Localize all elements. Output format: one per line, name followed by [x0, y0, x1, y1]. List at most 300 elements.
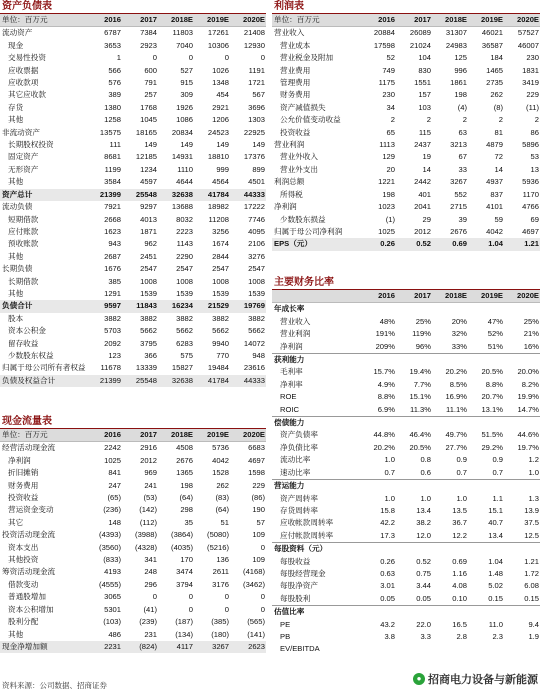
cell-value — [504, 303, 540, 316]
cell-value: 1674 — [212, 239, 229, 249]
cell-value: 0.6 — [420, 467, 431, 477]
cell-value: 6787 — [104, 28, 121, 38]
cell-value: (3560) — [99, 542, 121, 552]
table-row — [272, 176, 540, 188]
cell-value: 14072 — [243, 338, 265, 348]
header-year: 2017 — [396, 290, 432, 303]
row-label: 留存收益 — [8, 338, 39, 348]
row-label: 折旧摊销 — [8, 468, 39, 478]
row-label: ROIC — [280, 404, 299, 414]
cell-value: 0.15 — [524, 593, 539, 603]
row-label: 股本 — [8, 313, 24, 323]
table-row — [272, 303, 540, 316]
cell-value: 16.5 — [452, 619, 467, 629]
cell-value: 2611 — [212, 567, 229, 577]
cell-value: 20884 — [373, 28, 395, 38]
cell-value: 11.0 — [488, 619, 503, 629]
row-label: 流动负债 — [2, 202, 33, 212]
table-row — [0, 338, 266, 350]
cell-value: 2041 — [414, 202, 431, 212]
cell-value: 2923 — [140, 40, 157, 50]
cell-value: 3584 — [104, 177, 121, 187]
cell-value: 51 — [220, 517, 229, 527]
table-row — [272, 77, 540, 89]
cell-value: 20.5% — [409, 442, 431, 452]
table-row — [272, 643, 540, 655]
cell-value: 3882 — [104, 313, 121, 323]
cell-value: 47% — [487, 316, 503, 326]
row-label: PB — [280, 631, 291, 641]
cell-value: 109 — [252, 530, 265, 540]
header-year: 2018E — [432, 14, 468, 27]
cell-value: 49.7% — [445, 430, 467, 440]
cell-value: 1.1 — [492, 493, 503, 503]
cell-value: 25% — [415, 316, 431, 326]
cell-value: 17261 — [207, 28, 229, 38]
row-label: 应付账款 — [8, 226, 39, 236]
cell-value: 3474 — [176, 567, 193, 577]
table-row — [272, 127, 540, 139]
row-label: 存货 — [8, 102, 24, 112]
cell-value: 2.3 — [492, 631, 503, 641]
cell-value: 20 — [386, 164, 395, 174]
cell-value: 749 — [382, 65, 395, 75]
table-row — [272, 517, 540, 529]
row-label: 营业利润 — [280, 329, 311, 339]
table-row — [0, 300, 266, 312]
cell-value: 0 — [260, 604, 265, 614]
table-row — [272, 467, 540, 480]
table-row — [272, 189, 540, 201]
cell-value: 2547 — [176, 264, 193, 274]
row-label: 财务费用 — [8, 480, 39, 490]
cell-value: 0.7 — [456, 467, 467, 477]
table-row — [0, 350, 266, 362]
table-row — [0, 238, 266, 250]
cell-value — [360, 417, 396, 430]
cell-value: 2 — [390, 115, 395, 125]
header-year: 2016 — [360, 14, 396, 27]
row-label: 其他 — [8, 251, 24, 261]
cell-value: 109 — [252, 555, 265, 565]
cell-value: 2442 — [414, 177, 431, 187]
cell-value — [396, 643, 432, 655]
cell-value: 67 — [458, 152, 467, 162]
cell-value: 37.5 — [524, 518, 539, 528]
table-row — [0, 313, 266, 325]
cell-value: 389 — [108, 90, 121, 100]
header-year: 2018E — [158, 14, 194, 27]
cell-value: 0.7 — [384, 467, 395, 477]
row-label: 所得税 — [280, 189, 303, 199]
cell-value: 2.8 — [456, 631, 467, 641]
cell-value: 13.9 — [524, 505, 539, 515]
table-row — [272, 341, 540, 354]
cell-value: 1861 — [450, 78, 467, 88]
row-label: EPS（元） — [272, 238, 360, 250]
cell-value: 170 — [180, 555, 193, 565]
cell-value: 46.4% — [409, 430, 431, 440]
cell-value: 1.9 — [528, 631, 539, 641]
cell-value: 125 — [454, 53, 467, 63]
row-label: 管理费用 — [280, 78, 311, 88]
table-row — [272, 226, 540, 238]
row-label: 资本公积增加 — [8, 604, 54, 614]
cell-value: 1539 — [248, 288, 265, 298]
table-row — [0, 455, 266, 467]
cell-value: (180) — [211, 629, 229, 639]
cell-value: 948 — [252, 350, 265, 360]
cell-value: 57527 — [517, 28, 539, 38]
cell-value — [504, 417, 540, 430]
cell-value: 1.48 — [488, 568, 503, 578]
cell-value — [396, 606, 432, 619]
cell-value: 1623 — [104, 226, 121, 236]
table-row — [0, 77, 266, 89]
row-label: 流动比率 — [280, 455, 311, 465]
cell-value: 19.9% — [517, 392, 539, 402]
cell-value: 3882 — [140, 313, 157, 323]
row-label: 偿债能力 — [272, 417, 360, 430]
row-label: EV/EBITDA — [280, 644, 320, 654]
cell-value: 999 — [216, 164, 229, 174]
cell-value: 1086 — [176, 115, 193, 125]
cell-value: 19484 — [207, 363, 229, 373]
cell-value: 1303 — [248, 115, 265, 125]
cell-value: 44.8% — [373, 430, 395, 440]
cell-value: 15.7% — [373, 367, 395, 377]
cell-value: 4879 — [486, 140, 503, 150]
cell-value: 8032 — [176, 214, 193, 224]
row-label: 现金 — [8, 40, 24, 50]
cell-value: 0 — [152, 592, 157, 602]
cell-value: 21024 — [409, 40, 431, 50]
cell-value: 184 — [490, 53, 503, 63]
cell-value: 2676 — [176, 455, 193, 465]
cell-value: 5662 — [248, 326, 265, 336]
cell-value: 231 — [144, 629, 157, 639]
cashflow-panel — [0, 415, 266, 653]
cell-value: 18810 — [207, 152, 229, 162]
cell-value: 33 — [458, 164, 467, 174]
table-row — [0, 616, 266, 628]
cell-value: 7921 — [104, 202, 121, 212]
row-label: 净利润 — [8, 455, 31, 465]
cell-value: 0 — [152, 53, 157, 63]
cell-value: 1026 — [212, 65, 229, 75]
table-row — [272, 530, 540, 543]
cell-value: 770 — [216, 350, 229, 360]
row-label: 每股资料（元） — [272, 543, 360, 556]
cell-value: 22.0 — [416, 619, 431, 629]
row-label: 营业外支出 — [280, 164, 318, 174]
cell-value: 943 — [108, 239, 121, 249]
cell-value: 16% — [523, 341, 539, 351]
cell-value: 18982 — [207, 202, 229, 212]
table-row — [272, 606, 540, 619]
cell-value: 8.5% — [449, 379, 467, 389]
cell-value: 3653 — [104, 40, 121, 50]
cell-value: 14931 — [171, 152, 193, 162]
cell-value: 0.52 — [396, 238, 432, 250]
cell-value: 567 — [252, 90, 265, 100]
cell-value: 5662 — [212, 326, 229, 336]
cell-value: 2715 — [450, 202, 467, 212]
cell-value: (5216) — [207, 542, 229, 552]
cell-value: 3256 — [212, 226, 229, 236]
cell-value: 36.7 — [452, 518, 467, 528]
cell-value: 0.69 — [452, 556, 467, 566]
table-row — [0, 579, 266, 591]
header-year: 2020E — [230, 429, 266, 442]
cell-value — [432, 643, 468, 655]
row-label: 资本公积金 — [8, 326, 46, 336]
cell-value: (4555) — [99, 579, 121, 589]
table-row — [272, 328, 540, 340]
row-label: 其他 — [8, 288, 24, 298]
cell-value: 1206 — [212, 115, 229, 125]
header-year: 2016 — [360, 290, 396, 303]
cell-value: 1768 — [140, 102, 157, 112]
cell-value: 149 — [144, 140, 157, 150]
cell-value: 1676 — [104, 264, 121, 274]
header-year: 2019E — [468, 14, 504, 27]
cell-value: 7.7% — [413, 379, 431, 389]
cell-value: 11208 — [208, 214, 229, 224]
cell-value — [396, 303, 432, 316]
table-row — [0, 65, 266, 77]
table-row — [272, 89, 540, 101]
cell-value: 5736 — [212, 443, 229, 453]
cell-value: (134) — [175, 629, 193, 639]
cell-value: 31307 — [445, 28, 467, 38]
cell-value: 3882 — [248, 313, 265, 323]
cell-value: (65) — [107, 493, 121, 503]
cell-value: 2676 — [450, 226, 467, 236]
cell-value: (3462) — [243, 579, 265, 589]
cell-value: 21% — [523, 329, 539, 339]
table-row — [272, 164, 540, 176]
cell-value: 46007 — [517, 40, 539, 50]
cell-value: 3267 — [194, 641, 230, 653]
cell-value: (4393) — [99, 530, 121, 540]
cell-value: 4644 — [176, 177, 193, 187]
cell-value: 4095 — [248, 226, 265, 236]
cell-value: 16234 — [158, 300, 194, 312]
cell-value: 149 — [180, 140, 193, 150]
table-row — [272, 404, 540, 417]
cell-value: 11.3% — [410, 404, 431, 414]
cell-value: 1380 — [104, 102, 121, 112]
row-label: 净负债比率 — [280, 442, 318, 452]
table-row — [272, 417, 540, 430]
cell-value: 0.75 — [416, 568, 431, 578]
row-label: 归属于母公司净利润 — [274, 226, 343, 236]
table-row — [272, 316, 540, 328]
table-row — [272, 27, 540, 40]
cell-value: 4.9% — [377, 379, 395, 389]
row-label: 少数股东权益 — [8, 350, 54, 360]
table-row — [272, 580, 540, 592]
cell-value: 486 — [108, 629, 121, 639]
header-year: 2020E — [504, 14, 540, 27]
cell-value: 4937 — [486, 177, 503, 187]
table-row — [0, 114, 266, 126]
cell-value: 149 — [252, 140, 265, 150]
cell-value — [360, 354, 396, 367]
table-row — [0, 554, 266, 566]
row-label: 利润总额 — [274, 177, 305, 187]
cell-value: 44.6% — [517, 430, 539, 440]
header-year: 2016 — [86, 14, 122, 27]
cell-value: 2547 — [140, 264, 157, 274]
table-row — [272, 454, 540, 466]
cell-value: 42.2 — [380, 518, 395, 528]
cell-value: 148 — [108, 517, 121, 527]
cell-value: 1528 — [212, 468, 229, 478]
cell-value: (141) — [247, 629, 265, 639]
cell-value: 1365 — [176, 468, 193, 478]
cell-value: 104 — [418, 53, 431, 63]
cell-value: 1.04 — [488, 556, 503, 566]
cell-value: 53 — [530, 152, 539, 162]
header-unit: 单位：百万元 — [0, 429, 86, 442]
table-row — [0, 529, 266, 541]
cell-value: 19.4% — [409, 367, 431, 377]
row-label: 归属于母公司所有者权益 — [2, 363, 86, 373]
table-row — [272, 429, 540, 441]
row-label: 其它 — [8, 517, 24, 527]
cell-value: (187) — [175, 617, 193, 627]
cell-value: 198 — [454, 90, 467, 100]
cell-value: 262 — [216, 480, 229, 490]
row-label: 应收票据 — [8, 65, 39, 75]
cell-value: 248 — [144, 567, 157, 577]
cell-value: 1113 — [379, 140, 395, 150]
table-row — [272, 631, 540, 643]
row-label: 筹资活动现金流 — [2, 567, 56, 577]
cell-value: 119% — [412, 329, 431, 339]
row-label: 营业税金及附加 — [280, 53, 334, 63]
cell-value: 2012 — [140, 455, 157, 465]
cell-value: 32% — [451, 329, 467, 339]
cell-value: 65 — [386, 127, 395, 137]
cell-value: 229 — [526, 90, 539, 100]
cell-value: 401 — [418, 189, 431, 199]
cell-value: 899 — [252, 164, 265, 174]
cell-value: 1.0 — [456, 493, 467, 503]
table-row — [0, 288, 266, 300]
cell-value: 2844 — [212, 251, 229, 261]
cell-value: 4766 — [522, 202, 539, 212]
cell-value: 4508 — [176, 443, 193, 453]
table-row — [0, 591, 266, 603]
row-label: 长期负债 — [2, 264, 33, 274]
cell-value: 9597 — [86, 300, 122, 312]
balance-sheet-title: 资产负债表 — [2, 1, 52, 12]
cell-value: 1025 — [104, 455, 121, 465]
cell-value: 230 — [526, 53, 539, 63]
cell-value: 26089 — [409, 28, 431, 38]
table-row — [0, 375, 266, 387]
cell-value: 1598 — [248, 468, 265, 478]
cell-value: 1348 — [212, 78, 229, 88]
cell-value: 35 — [184, 517, 193, 527]
cell-value: 2 — [534, 115, 539, 125]
cell-value — [432, 417, 468, 430]
cell-value: 103 — [418, 102, 431, 112]
cell-value: 17.3 — [380, 530, 395, 540]
cell-value: 3795 — [140, 338, 157, 348]
cell-value: 7746 — [248, 214, 265, 224]
table-row — [0, 362, 266, 374]
cell-value: 2437 — [414, 140, 431, 150]
cell-value: (4168) — [243, 567, 265, 577]
balance-sheet-table — [0, 13, 266, 387]
cell-value: 72 — [494, 152, 503, 162]
cell-value: 1008 — [140, 276, 157, 286]
cell-value: 1.21 — [524, 556, 539, 566]
row-label: 短期借款 — [8, 214, 39, 224]
cell-value: (4) — [457, 102, 467, 112]
table-row — [272, 65, 540, 77]
cell-value: 48% — [379, 316, 395, 326]
cell-value: 12930 — [243, 40, 265, 50]
cell-value: 3213 — [450, 140, 467, 150]
cell-value: 2668 — [104, 214, 121, 224]
cell-value: 6283 — [176, 338, 193, 348]
row-label: 营业费用 — [280, 65, 311, 75]
cell-value: 0 — [224, 604, 229, 614]
table-row — [272, 391, 540, 403]
cell-value: 9297 — [140, 202, 157, 212]
cell-value: 1.0 — [384, 493, 395, 503]
cell-value: 841 — [108, 468, 121, 478]
cell-value: 22925 — [243, 127, 265, 137]
row-label: 现金净增加额 — [0, 641, 86, 653]
row-label: 财务费用 — [280, 90, 311, 100]
cell-value: 3794 — [176, 579, 193, 589]
cell-value — [468, 643, 504, 655]
table-row — [0, 604, 266, 616]
cell-value: 11803 — [172, 28, 193, 38]
cell-value: 7040 — [176, 40, 193, 50]
cell-value: 1871 — [140, 226, 157, 236]
cell-value: (8) — [493, 102, 503, 112]
cell-value: 13.5 — [452, 505, 467, 515]
table-header — [0, 14, 266, 27]
cell-value: 1.0 — [420, 493, 431, 503]
cell-value — [468, 354, 504, 367]
cell-value: 2092 — [104, 338, 121, 348]
balance-sheet-panel — [0, 0, 266, 387]
cell-value: 0 — [188, 53, 193, 63]
cell-value: 13.1% — [481, 404, 503, 414]
cell-value: 44333 — [230, 189, 266, 201]
table-row — [0, 480, 266, 492]
cell-value: 12.2 — [452, 530, 467, 540]
cell-value: 4117 — [158, 641, 194, 653]
cell-value: 341 — [144, 555, 157, 565]
cell-value: 12.5 — [524, 530, 539, 540]
cell-value: 63 — [458, 127, 467, 137]
cell-value: 12.0 — [416, 530, 431, 540]
cell-value: 2687 — [104, 251, 121, 261]
cell-value — [504, 543, 540, 556]
table-row — [272, 480, 540, 493]
header-unit — [272, 290, 360, 303]
cell-value: 15.8 — [380, 505, 395, 515]
